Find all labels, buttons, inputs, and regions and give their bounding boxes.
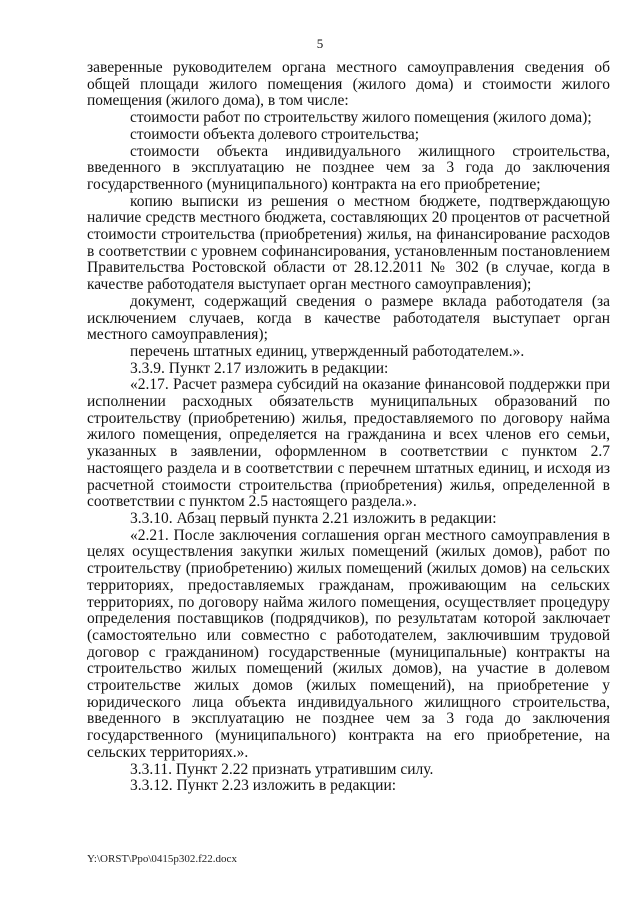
body-paragraph: стоимости объекта долевого строительства;: [130, 125, 420, 143]
body-paragraph: копию выписки из решения о местном бюджете, подтверждающую наличие средств местного бюджета, составляющих 20 процентов от расчетной стоимости строительства (приобретения) жилья, на финансирование расходов в соответствии с уровнем софинансирования, установленным постановлением Правительства Ростовской области от 28.12.2011 № 302 (в случае, когда в качестве работодателя выступает орган местного самоуправления);: [87, 192, 610, 294]
body-paragraph: перечень штатных единиц, утвержденный работодателем.».: [130, 342, 525, 360]
body-paragraph: 3.3.10. Абзац первый пункта 2.21 изложить в редакции:: [130, 509, 497, 527]
body-paragraph: 3.3.12. Пункт 2.23 изложить в редакции:: [130, 777, 397, 795]
document-body: [87, 60, 610, 795]
body-paragraph: стоимости работ по строительству жилого помещения (жилого дома);: [130, 109, 592, 127]
body-paragraph: 3.3.11. Пункт 2.22 признать утратившим силу.: [130, 760, 434, 778]
file-path-footer: Y:\ORST\Ppo\0415p302.f22.docx: [87, 853, 237, 865]
body-paragraph: документ, содержащий сведения о размере вклада работодателя (за исключением случаев, когда в качестве работодателя выступает орган местного самоуправления);: [87, 292, 610, 344]
body-paragraph: «2.17. Расчет размера субсидий на оказание финансовой поддержки при исполнении расходных обязательств муниципальных образований по строительству (приобретению) жилья, предоставляемого по договору найма жилого помещения, определяется на гражданина и всех членов его семьи, указанных в заявлении, оформленном в соответствии с пунктом 2.7 настоящего раздела и в соответствии с перечнем штатных единиц, и исходя из расчетной стоимости строительства (приобретения) жилья, определенной в соответствии с пунктом 2.5 настоящего раздела.».: [87, 376, 610, 511]
body-paragraph: стоимости объекта индивидуального жилищного строительства, введенного в эксплуатацию не позднее чем за 3 года до заключения государственного (муниципального) контракта на его приобретение;: [87, 142, 610, 193]
body-paragraph: заверенные руководителем органа местного самоуправления сведения об общей площади жилого помещения (жилого дома) и стоимости жилого помещения (жилого дома), в том числе:: [87, 59, 610, 110]
page-number: 5: [316, 36, 324, 51]
body-paragraph: «2.21. После заключения соглашения орган местного самоуправления в целях осуществления закупки жилых помещений (жилых домов), работ по строительству (приобретению) жилых помещений (жилых домов) на сельских территориях, предоставляемых гражданам, проживающим на сельских территориях, по договору найма жилого помещения, осуществляет процедуру определения поставщиков (подрядчиков), по результатам которой заключает (самостоятельно или совместно с работодателем, заключившим трудовой договор с гражданином) государственные (муниципальные) контракты на строительство жилых помещений (жилых домов), на участие в долевом строительстве жилых домов (жилых помещений), на приобретение у юридического лица объекта индивидуального жилищного строительства, введенного в эксплуатацию не позднее чем за 3 года до заключения государственного (муниципального) контракта на его приобретение, на сельских территориях.».: [87, 526, 610, 761]
body-paragraph: 3.3.9. Пункт 2.17 изложить в редакции:: [130, 359, 389, 377]
